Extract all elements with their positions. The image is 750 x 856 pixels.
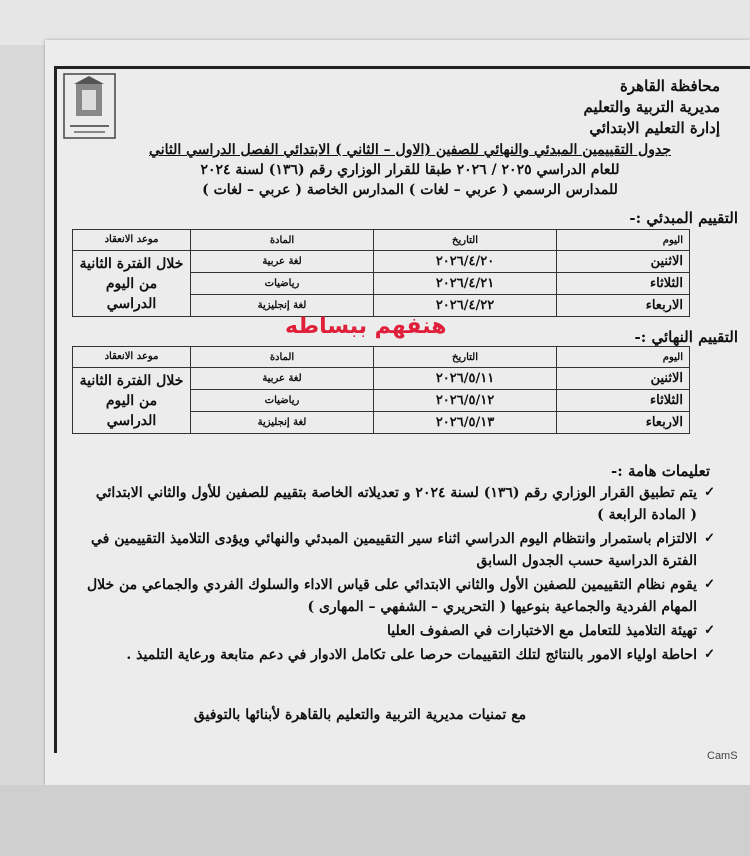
header-time: موعد الانعقاد: [73, 347, 191, 368]
list-item-text: تهيئة التلاميذ للتعامل مع الاختبارات في الصفوف العليا: [386, 623, 697, 639]
table-header-row: [73, 230, 690, 251]
final-assessment-label: التقييم النهائي :-: [634, 328, 738, 346]
session-time-line-2: من اليوم الدراسي: [105, 275, 158, 312]
session-time-line-1: خلال الفترة الثانية: [79, 372, 184, 389]
initial-assessment-label: التقييم المبدئي :-: [629, 209, 738, 227]
closing-line: مع تمنيات مديرية التربية والتعليم بالقاهرة لأبنائها بالتوفيق: [193, 707, 527, 723]
row-day: الثلاثاء: [557, 390, 690, 412]
row-day: الاربعاء: [557, 412, 690, 434]
header-date: التاريخ: [374, 230, 557, 251]
header-subject: المادة: [191, 347, 374, 368]
row-subject: لغة إنجليزية: [191, 295, 374, 317]
list-item-text: يقوم نظام التقييمين للصفين الأول والثاني الابتدائي على قياس الاداء والسلوك الفردي والجماعي من خلال المهام الفردية والجماعية بنوعيها ( التحريري – الشفهي – المهارى ): [86, 577, 697, 615]
list-item: [85, 528, 715, 572]
header-day: اليوم: [557, 347, 690, 368]
row-day: الاثنين: [557, 251, 690, 273]
checkmark-icon: ✓: [704, 577, 715, 592]
document-title: [100, 140, 720, 200]
session-time-line-1: خلال الفترة الثانية: [79, 255, 184, 272]
list-item: [85, 574, 715, 618]
header-date: التاريخ: [374, 347, 557, 368]
checkmark-icon: ✓: [704, 531, 715, 546]
list-item: [85, 620, 715, 642]
governorate-name: محافظة القاهرة: [620, 77, 720, 95]
row-subject: رياضيات: [191, 273, 374, 295]
administration-name: إدارة التعليم الابتدائي: [589, 119, 720, 137]
list-item-text: يتم تطبيق القرار الوزاري رقم (١٣٦) لسنة ٢٠٢٤ و تعديلاته الخاصة بتقييم للصفين للأول والثاني الابتدائي ( المادة الرابعة ): [95, 485, 697, 523]
final-assessment-table: [72, 346, 690, 434]
row-date: ٢٠٢٦/٤/٢١: [374, 273, 557, 295]
header-time: موعد الانعقاد: [73, 230, 191, 251]
table-row: [73, 251, 690, 273]
checkmark-icon: ✓: [704, 623, 715, 638]
row-subject: رياضيات: [191, 390, 374, 412]
directorate-logo-icon: [62, 72, 117, 140]
session-time: [73, 368, 191, 434]
bottom-margin: [0, 785, 750, 856]
row-subject: لغة إنجليزية: [191, 412, 374, 434]
checkmark-icon: ✓: [704, 647, 715, 662]
issuer-header: [460, 76, 720, 139]
list-item-text: الالتزام باستمرار وانتظام اليوم الدراسي اثناء سير التقييمين المبدئي والنهائي ويؤدى التلاميذ التقييمين في الفترة الدراسية حسب الجدول السابق: [91, 531, 697, 569]
directorate-name: مديرية التربية والتعليم: [583, 98, 720, 116]
row-day: الاربعاء: [557, 295, 690, 317]
row-day: الثلاثاء: [557, 273, 690, 295]
top-margin: [0, 0, 750, 45]
title-line-3: للمدارس الرسمي ( عربي – لغات ) المدارس الخاصة ( عربي – لغات ): [202, 182, 618, 198]
session-time-line-2: من اليوم الدراسي: [105, 392, 158, 429]
list-item-text: احاطة اولياء الامور بالنتائج لتلك التقييمات حرصا على تكامل الادوار في دعم متابعة ورعاية التلميذ .: [126, 647, 697, 663]
title-line-2: للعام الدراسي ٢٠٢٥ / ٢٠٢٦ طبقا للقرار الوزاري رقم (١٣٦) لسنة ٢٠٢٤: [200, 162, 620, 178]
instructions-list: [85, 482, 715, 668]
table-header-row: [73, 347, 690, 368]
table-row: [73, 368, 690, 390]
scanner-watermark: CamS: [707, 750, 738, 762]
watermark-text: هنفهم ببساطه: [285, 314, 447, 339]
row-subject: لغة عربية: [191, 251, 374, 273]
row-subject: لغة عربية: [191, 368, 374, 390]
row-date: ٢٠٢٦/٥/١٢: [374, 390, 557, 412]
session-time: [73, 251, 191, 317]
list-item: [85, 482, 715, 526]
instructions-title: تعليمات هامة :-: [610, 462, 710, 480]
row-date: ٢٠٢٦/٤/٢٢: [374, 295, 557, 317]
initial-assessment-table: [72, 229, 690, 317]
row-date: ٢٠٢٦/٤/٢٠: [374, 251, 557, 273]
checkmark-icon: ✓: [704, 485, 715, 500]
header-day: اليوم: [557, 230, 690, 251]
header-subject: المادة: [191, 230, 374, 251]
row-date: ٢٠٢٦/٥/١١: [374, 368, 557, 390]
row-day: الاثنين: [557, 368, 690, 390]
list-item: [85, 644, 715, 666]
title-line-1: جدول التقييمين المبدئي والنهائي للصفين (الاول – الثاني ) الابتدائي الفصل الدراسي الثاني: [149, 142, 671, 158]
row-date: ٢٠٢٦/٥/١٣: [374, 412, 557, 434]
